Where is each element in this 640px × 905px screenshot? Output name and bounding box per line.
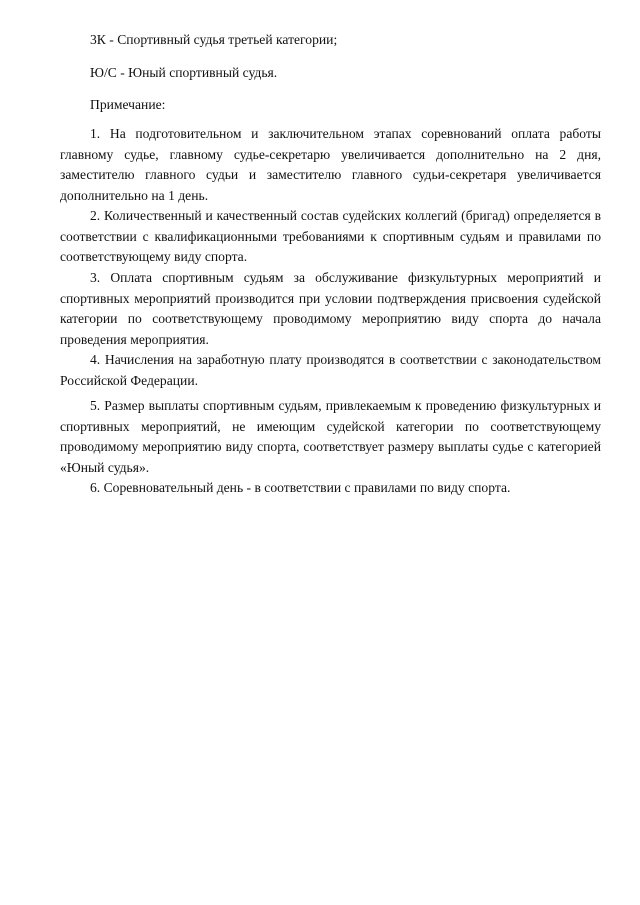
note-5: 5. Размер выплаты спортивным судьям, привлекаемым к проведению физкультурных и спортивных мероприятий, не имеющим судейской категории по соответствующему проводимому мероприятию виду спорта, соответствует размеру выплаты судье с категорией «Юный судья». (60, 398, 601, 475)
note-1: 1. На подготовительном и заключительном этапах соревнований оплата работы главному судье, главному судье-секретарю увеличивается дополнительно на 2 дня, заместителю главного судьи и заместителю главного судьи-секретаря увеличивается дополнительно на 1 день. (60, 126, 601, 203)
note-6: 6. Соревновательный день - в соответствии с правилами по виду спорта. (90, 480, 511, 495)
note-3: 3. Оплата спортивным судьям за обслуживание физкультурных мероприятий и спортивных мероприятий производится при условии подтверждения присвоения судейской категории по соответствующему проводимому мероприятию виду спорта до начала проведения мероприятия. (60, 270, 601, 347)
note-4: 4. Начисления на заработную плату производятся в соответствии с законодательством Российской Федерации. (60, 352, 601, 388)
definition-3k: 3К - Спортивный судья третьей категории; (90, 32, 338, 47)
note-2: 2. Количественный и качественный состав судейских коллегий (бригад) определяется в соответствии с квалификационными требованиями к спортивным судьям и правилами по соответствующему виду спорта. (60, 208, 601, 264)
definition-youth-judge: Ю/С - Юный спортивный судья. (90, 65, 278, 80)
note-heading: Примечание: (90, 97, 166, 112)
